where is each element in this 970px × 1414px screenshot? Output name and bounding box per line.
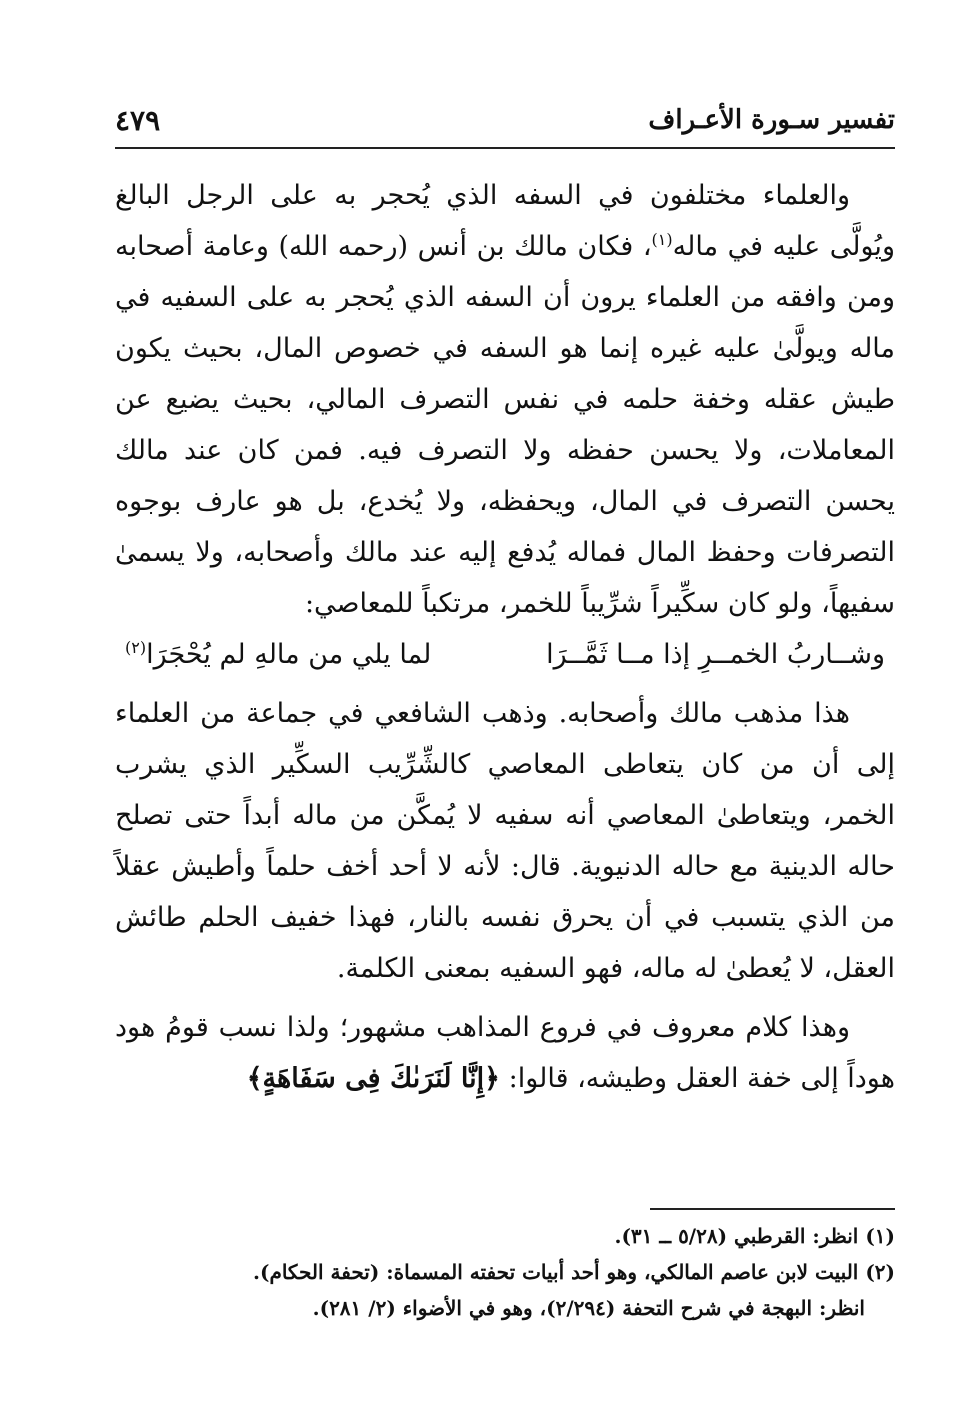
- footnote-2: (٢) البيت لابن عاصم المالكي، وهو أحد أبيات تحفته المسماة: (تحفة الحكام).: [253, 1260, 895, 1284]
- footnote-rule: [650, 1208, 895, 1210]
- paragraph-1-cont: ، فكان مالك بن أنس (رحمه الله) وعامة أصحابه ومن وافقه من العلماء يرون أن السفه الذي يُحجر به على السفيه في ماله ويولَّىٰ عليه غيره إنما هو السفه في خصوص المال، بحيث يكون طيش عقله وخفة حلمه في نفس التصرف المالي، بحيث يضيع عن المعاملات، ولا يحسن حفظه ولا التصرف فيه. فمن كان عند مالك يحسن التصرف في المال، ويحفظه، ولا يُخدع، بل هو عارف بوجوه التصرفات وحفظ المال فماله يُدفع إليه عند مالك وأصحابه، ولا يسمىٰ سفيهاً، ولو كان سكِّيراً شرِّيباً للخمر، مرتكباً للمعاصي:: [115, 231, 895, 619]
- page-header: [115, 100, 895, 140]
- paragraph-1: [115, 170, 895, 629]
- paragraph-3-text: وهذا كلام معروف في فروع المذاهب مشهور؛ ولذا نسب قومُ هود هوداً إلى خفة العقل وطيشه، قالوا:: [115, 1012, 895, 1094]
- quran-quote: ﴿إِنَّا لَنَرَىٰكَ فِى سَفَاهَةٍ﴾: [246, 1063, 500, 1094]
- footnote-ref-2: (٢): [125, 638, 147, 657]
- poetry-verse: [115, 629, 895, 680]
- main-text: [115, 170, 895, 1104]
- verse-second-hemistich: لما يلي من مالهِ لم يُحْجَرَا: [146, 639, 432, 670]
- footnotes: [115, 1218, 895, 1326]
- verse-first-hemistich: وشــاربُ الخمــرِ إذا مــا ثَمَّــرَا: [546, 639, 885, 670]
- paragraph-2: هذا مذهب مالك وأصحابه. وذهب الشافعي في جماعة من العلماء إلى أن من كان يتعاطى المعاصي كالشِّرِّيب السكِّير الذي يشرب الخمر، ويتعاطىٰ المعاصي أنه سفيه لا يُمكَّن من ماله أبداً حتى تصلح حاله الدينية مع حاله الدنيوية. قال: لأنه لا أحد أخف حلماً وأطيش عقلاً من الذي يتسبب في أن يحرق نفسه بالنار، فهذا خفيف الحلم طائش العقل، لا يُعطىٰ له ماله، فهو السفيه بمعنى الكلمة.: [115, 698, 895, 984]
- paragraph-1-start: والعلماء مختلفون في السفه الذي يُحجر به على الرجل البالغ ويُولَّى عليه في ماله: [115, 180, 895, 262]
- header-rule: [115, 147, 895, 149]
- footnote-2-cont: انظر: البهجة في شرح التحفة (٢/٢٩٤)، وهو في الأضواء (٢/ ٢٨١).: [312, 1296, 865, 1320]
- footnote-1: (١) انظر: القرطبي (٥/٢٨ ــ ٣١).: [614, 1224, 895, 1248]
- running-title: تفسير سـورة الأعـراف: [648, 105, 895, 135]
- verse-second-hemistich-wrap: [125, 629, 431, 680]
- paragraph-3: [115, 1002, 895, 1104]
- footnote-ref-1: (١): [651, 230, 673, 249]
- page-number: ٤٧٩: [115, 103, 161, 137]
